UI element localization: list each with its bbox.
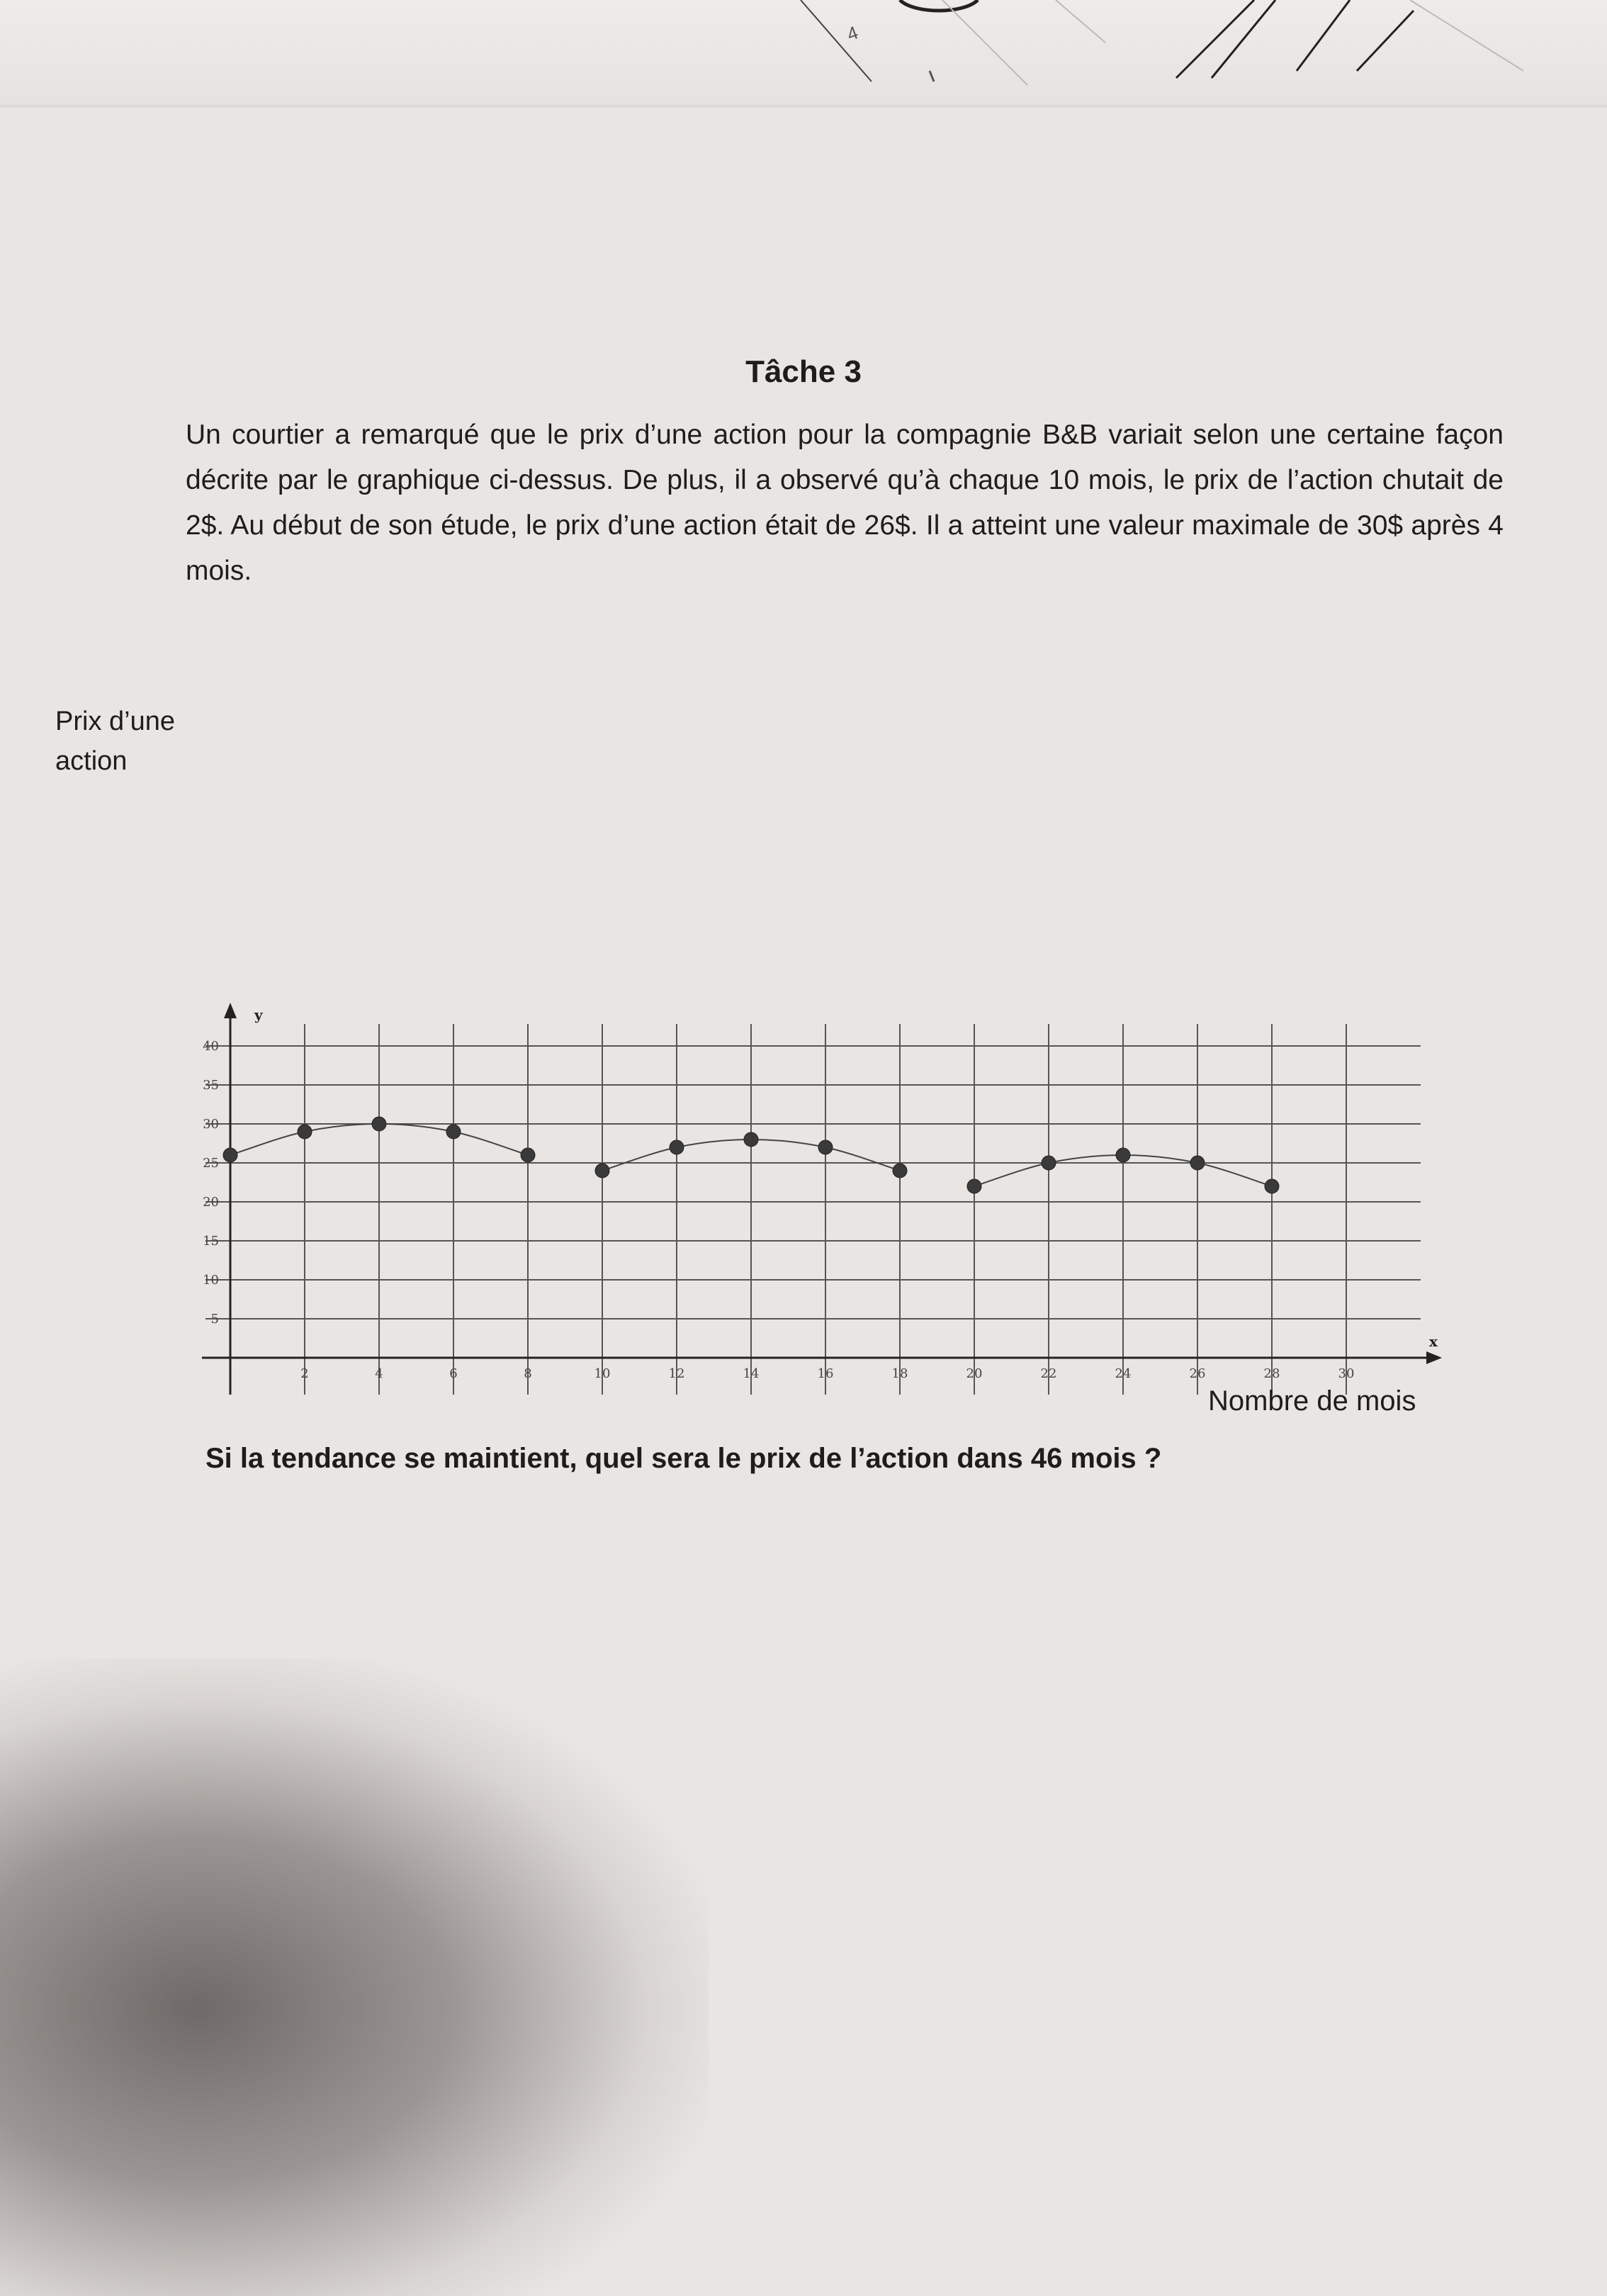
x-axis-letter: x xyxy=(1429,1333,1438,1350)
data-point xyxy=(967,1179,981,1193)
data-point xyxy=(744,1132,758,1147)
data-point xyxy=(595,1164,609,1178)
hand-shadow xyxy=(0,1658,709,2296)
x-tick-label: 8 xyxy=(524,1366,532,1381)
data-point xyxy=(372,1117,386,1131)
y-axis-arrow xyxy=(224,1003,237,1018)
x-tick-label: 26 xyxy=(1189,1366,1206,1381)
x-axis-arrow xyxy=(1426,1351,1442,1364)
y-tick-label: 10 xyxy=(203,1273,219,1288)
x-tick-label: 28 xyxy=(1263,1366,1280,1381)
y-tick-label: 30 xyxy=(203,1117,219,1132)
y-axis-letter: y xyxy=(254,1006,263,1023)
x-tick-label: 10 xyxy=(594,1366,611,1381)
x-tick-label: 14 xyxy=(743,1366,760,1381)
x-tick-label: 4 xyxy=(375,1366,383,1381)
data-point xyxy=(1116,1148,1130,1162)
top-handwritten-mark: 4 xyxy=(844,21,861,45)
y-axis-label: Prix d’une action xyxy=(55,707,175,776)
data-point xyxy=(223,1148,237,1162)
y-tick-label: 25 xyxy=(203,1156,219,1171)
data-point xyxy=(818,1140,833,1154)
x-tick-label: 6 xyxy=(449,1366,458,1381)
y-tick-label: 35 xyxy=(203,1078,219,1093)
data-point xyxy=(521,1148,535,1162)
x-tick-label: 24 xyxy=(1115,1366,1132,1381)
x-axis-label: Nombre de mois xyxy=(1208,1385,1416,1417)
task-description: Un courtier a remarqué que le prix d’une action pour la compagnie B&B variait selon une certaine façon décrite par le graphique ci-dessus. De plus, il a observé qu’à chaque 10 mois, le prix de l’action chutait de 2$. Au début de son étude, le prix d’une action était de 26$. Il a atteint une valeur maximale de 30$ après 4 mois. xyxy=(186,420,1504,586)
y-tick-label: 20 xyxy=(203,1195,219,1210)
y-tick-label: 40 xyxy=(203,1039,219,1054)
data-point xyxy=(1042,1156,1056,1170)
question-text: Si la tendance se maintient, quel sera le prix de l’action dans 46 mois ? xyxy=(205,1443,1162,1474)
x-tick-label: 16 xyxy=(817,1366,834,1381)
data-point xyxy=(893,1164,907,1178)
x-tick-label: 30 xyxy=(1338,1366,1355,1381)
data-point xyxy=(670,1140,684,1154)
data-point xyxy=(298,1125,312,1139)
data-point xyxy=(446,1125,461,1139)
data-point xyxy=(1190,1156,1205,1170)
page-title: Tâche 3 xyxy=(745,354,862,389)
x-tick-label: 20 xyxy=(966,1366,983,1381)
x-tick-label: 18 xyxy=(891,1366,908,1381)
x-tick-label: 12 xyxy=(668,1366,685,1381)
data-point xyxy=(1265,1179,1279,1193)
y-tick-label: 15 xyxy=(203,1234,219,1249)
x-tick-label: 22 xyxy=(1040,1366,1057,1381)
x-tick-label: 2 xyxy=(300,1366,309,1381)
y-tick-label: 5 xyxy=(210,1312,219,1327)
